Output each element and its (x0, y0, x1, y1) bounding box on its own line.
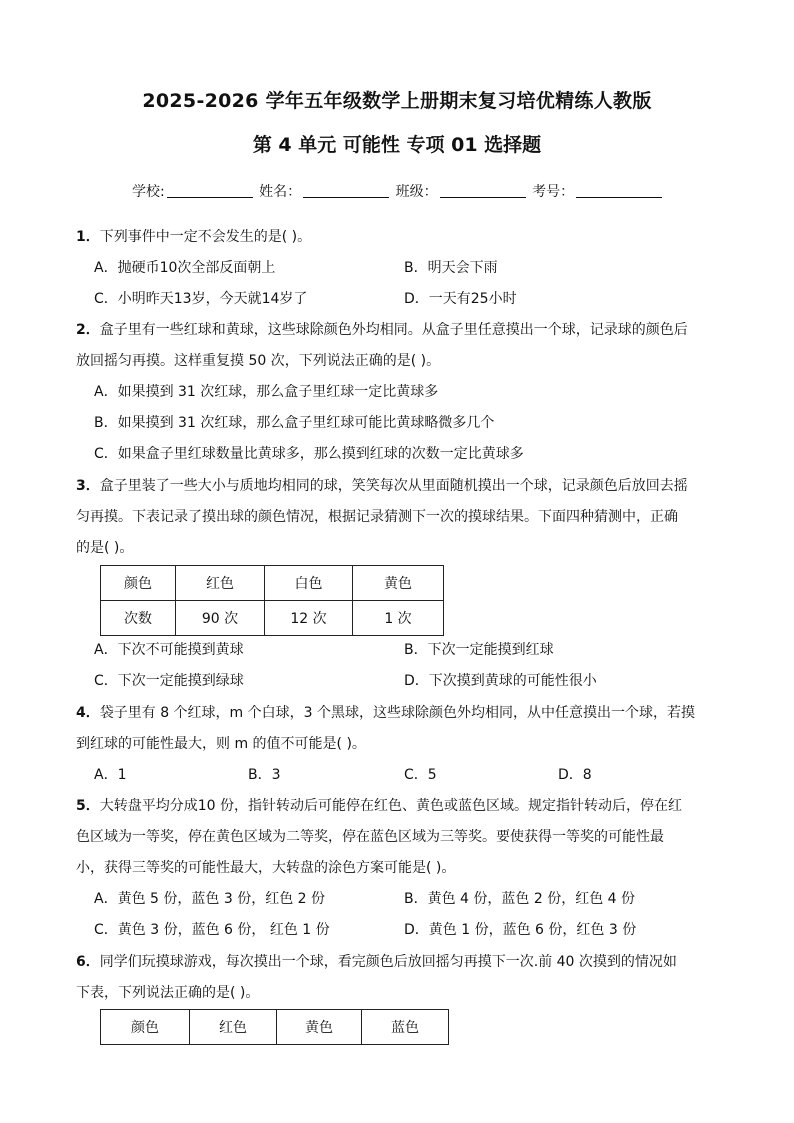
question-1-stem (76, 227, 311, 247)
question-number: 4． (76, 705, 100, 721)
question-4-option-b: B．3 (248, 767, 281, 783)
question-3-stem-line-1 (76, 476, 688, 496)
question-6-table (100, 1009, 449, 1045)
table-cell: 90 次 (176, 601, 265, 636)
student-info-line (132, 181, 664, 201)
question-4-option-d: D．8 (558, 767, 592, 783)
class-blank[interactable] (440, 183, 526, 198)
question-5-option-b: B．黄色 4 份，蓝色 2 份，红色 4 份 (404, 891, 636, 907)
question-6-stem-line-2: 下表，下列说法正确的是( )。 (76, 985, 260, 1001)
name-blank[interactable] (303, 183, 389, 198)
question-number: 3． (76, 478, 100, 494)
question-2-option-a: A．如果摸到 31 次红球，那么盒子里红球一定比黄球多 (94, 384, 439, 400)
table-cell: 1 次 (353, 601, 444, 636)
table-cell: 颜色 (101, 1010, 190, 1045)
table-row (101, 1010, 449, 1045)
question-5-option-c: C．黄色 3 份，蓝色 6 份， 红色 1 份 (94, 922, 330, 938)
question-1-option-b: B．明天会下雨 (404, 260, 498, 276)
school-blank[interactable] (167, 183, 253, 198)
question-number: 6． (76, 954, 100, 970)
question-1-option-a: A．抛硬币10次全部反面朝上 (94, 260, 276, 276)
question-2-stem-line-1 (76, 320, 688, 340)
question-text: 袋子里有 8 个红球，m 个白球，3 个黑球，这些球除颜色外均相同，从中任意摸出一个球，若摸 (99, 705, 696, 721)
document-subtitle: 第 4 单元 可能性 专项 01 选择题 (252, 134, 542, 156)
exam-number-label: 考号： (532, 184, 575, 200)
table-cell: 黄色 (353, 566, 444, 601)
question-3-option-a: A．下次不可能摸到黄球 (94, 642, 244, 658)
question-number: 2． (76, 322, 100, 338)
question-text: 同学们玩摸球游戏，每次摸出一个球，看完颜色后放回摇匀再摸下一次.前 40 次摸到的情况如 (99, 954, 677, 970)
table-cell: 颜色 (101, 566, 176, 601)
table-cell: 红色 (176, 566, 265, 601)
exam-number-blank[interactable] (576, 183, 662, 198)
question-number: 5． (76, 798, 100, 814)
question-3-option-c: C．下次一定能摸到绿球 (94, 673, 244, 689)
table-cell: 12 次 (265, 601, 353, 636)
question-3-stem-line-3: 的是( )。 (76, 540, 134, 556)
question-text: 盒子里装了一些大小与质地均相同的球，笑笑每次从里面随机摸出一个球，记录颜色后放回去摇 (99, 478, 688, 494)
question-text: 盒子里有一些红球和黄球，这些球除颜色外均相同。从盒子里任意摸出一个球，记录球的颜色后 (99, 322, 688, 338)
table-cell: 白色 (265, 566, 353, 601)
table-cell: 次数 (101, 601, 176, 636)
table-cell: 蓝色 (362, 1010, 449, 1045)
question-4-stem-line-2: 到红球的可能性最大，则 m 的值不可能是( )。 (76, 736, 366, 752)
question-1-option-d: D．一天有25小时 (404, 291, 517, 307)
question-text: 下列事件中一定不会发生的是( )。 (99, 229, 312, 245)
school-label: 学校: (132, 184, 165, 200)
class-label: 班级： (395, 184, 438, 200)
question-4-stem-line-1 (76, 703, 695, 723)
question-2-stem-line-2: 放回摇匀再摸。这样重复摸 50 次，下列说法正确的是( )。 (76, 353, 441, 369)
question-4-option-c: C．5 (404, 767, 437, 783)
question-number: 1． (76, 229, 100, 245)
table-cell: 黄色 (277, 1010, 362, 1045)
table-cell: 红色 (190, 1010, 277, 1045)
question-1-option-c: C．小明昨天13岁，今天就14岁了 (94, 291, 308, 307)
table-row (101, 601, 444, 636)
question-5-option-a: A．黄色 5 份，蓝色 3 份，红色 2 份 (94, 891, 325, 907)
question-5-stem-line-3: 小，获得三等奖的可能性最大，大转盘的涂色方案可能是( )。 (76, 860, 456, 876)
question-2-option-b: B．如果摸到 31 次红球，那么盒子里红球可能比黄球略微多几个 (94, 415, 495, 431)
question-3-option-b: B．下次一定能摸到红球 (404, 642, 554, 658)
question-3-stem-line-2: 匀再摸。下表记录了摸出球的颜色情况，根据记录猜测下一次的摸球结果。下面四种猜测中，正确 (76, 509, 678, 525)
question-4-option-a: A．1 (94, 767, 127, 783)
name-label: 姓名： (259, 184, 302, 200)
question-5-stem-line-1 (76, 796, 682, 816)
question-3-option-d: D．下次摸到黄球的可能性很小 (404, 673, 597, 689)
question-5-option-d: D．黄色 1 份，蓝色 6 份，红色 3 份 (404, 922, 637, 938)
document-title: 2025-2026 学年五年级数学上册期末复习培优精练人教版 (142, 90, 652, 112)
question-2-option-c: C．如果盒子里红球数量比黄球多，那么摸到红球的次数一定比黄球多 (94, 446, 524, 462)
question-5-stem-line-2: 色区域为一等奖，停在黄色区域为二等奖，停在蓝色区域为三等奖。要使获得一等奖的可能性最 (76, 829, 664, 845)
question-text: 大转盘平均分成10 份，指针转动后可能停在红色、黄色或蓝色区域。规定指针转动后，停在红 (99, 798, 683, 814)
question-6-stem-line-1 (76, 952, 677, 972)
question-3-table (100, 565, 444, 636)
table-row (101, 566, 444, 601)
